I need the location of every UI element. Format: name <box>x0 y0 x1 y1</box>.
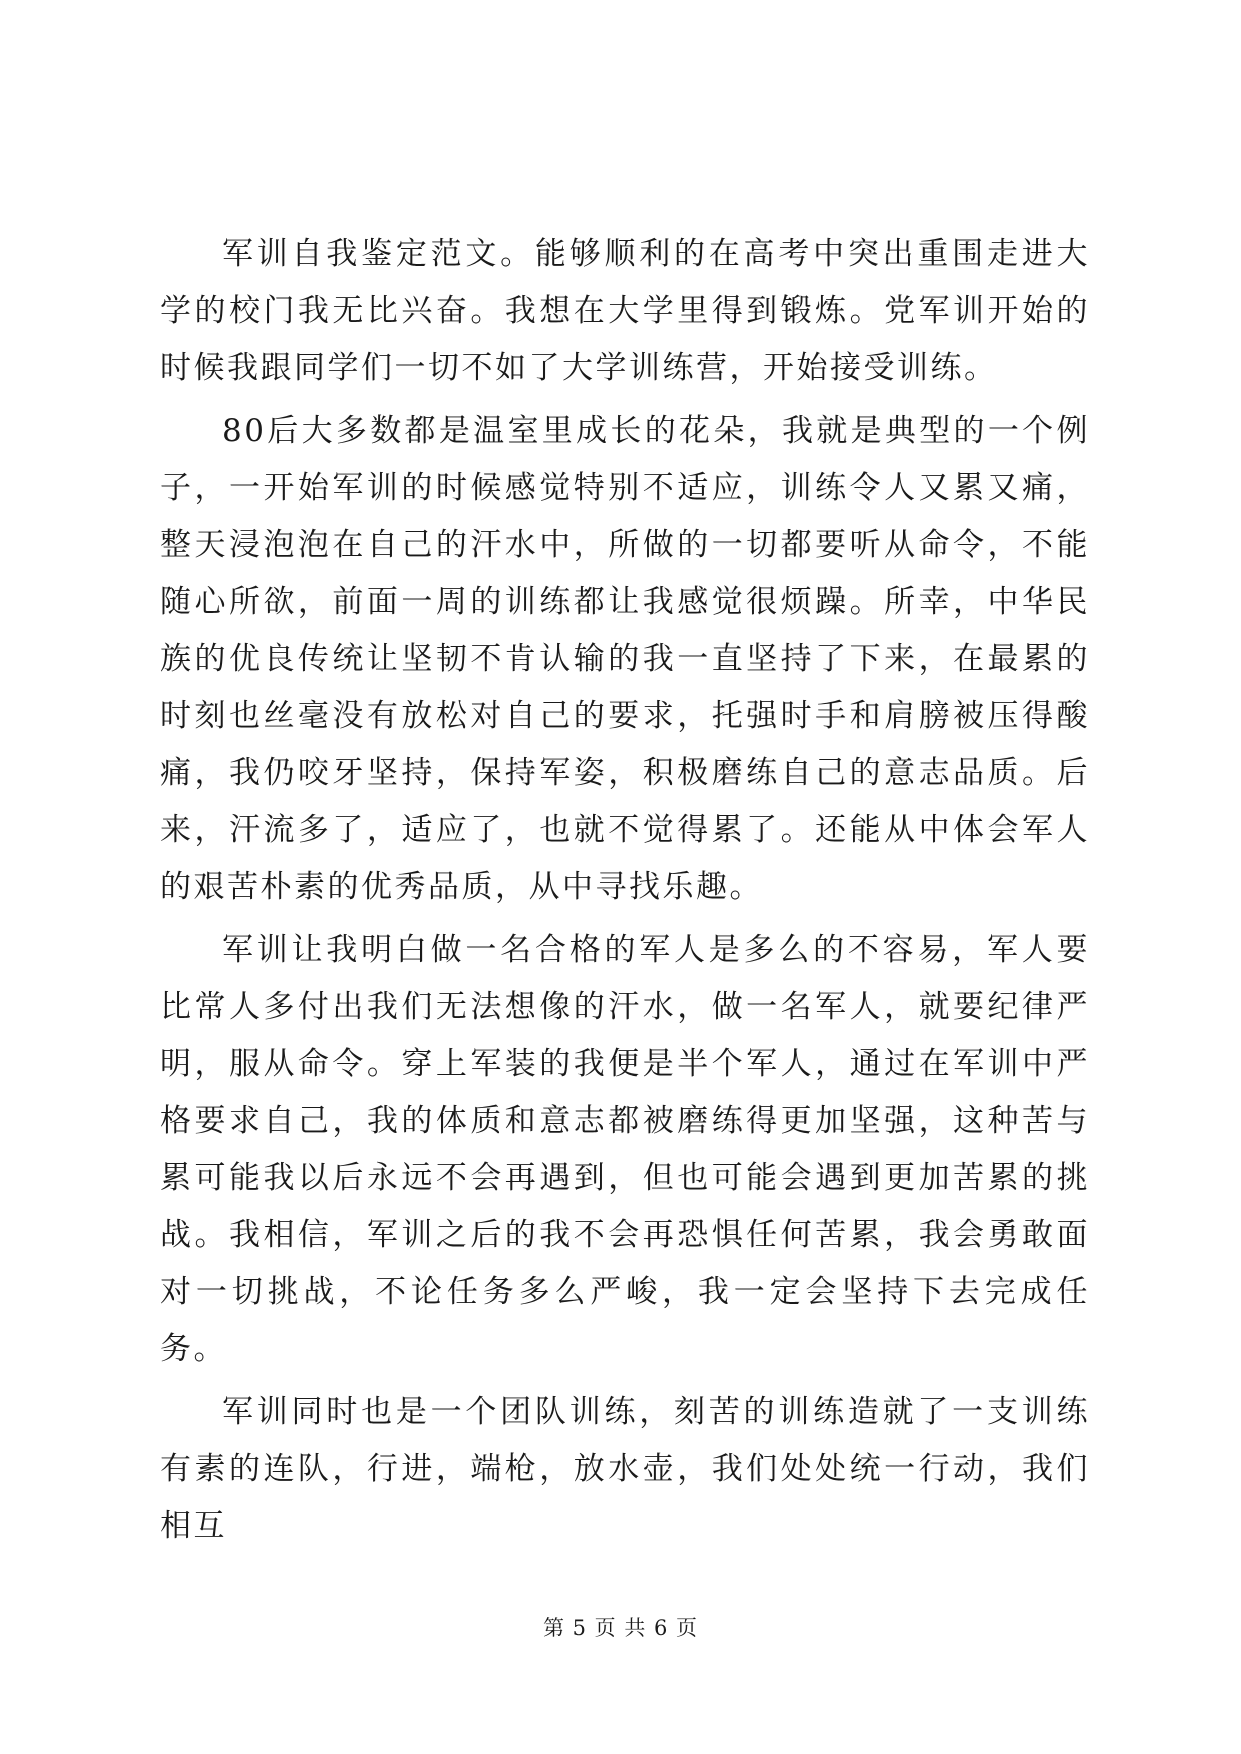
paragraph-2: 80后大多数都是温室里成长的花朵，我就是典型的一个例子，一开始军训的时候感觉特别不适应，训练令人又累又痛，整天浸泡泡在自己的汗水中，所做的一切都要听从命令，不能随心所欲，前面一周的训练都让我感觉很烦躁。所幸，中华民族的优良传统让坚韧不肯认输的我一直坚持了下来，在最累的时刻也丝毫没有放松对自己的要求，托强时手和肩膀被压得酸痛，我仍咬牙坚持，保持军姿，积极磨练自己的意志品质。后来，汗流多了，适应了，也就不觉得累了。还能从中体会军人的艰苦朴素的优秀品质，从中寻找乐趣。 <box>160 413 1090 905</box>
body-text <box>160 226 1090 1555</box>
paragraph-4: 军训同时也是一个团队训练，刻苦的训练造就了一支训练有素的连队，行进，端枪，放水壶，我们处处统一行动，我们相互 <box>160 1394 1090 1544</box>
paragraph-3: 军训让我明白做一名合格的军人是多么的不容易，军人要比常人多付出我们无法想像的汗水，做一名军人，就要纪律严明，服从命令。穿上军装的我便是半个军人，通过在军训中严格要求自己，我的体质和意志都被磨练得更加坚强，这种苦与累可能我以后永远不会再遇到，但也可能会遇到更加苦累的挑战。我相信，军训之后的我不会再恐惧任何苦累，我会勇敢面对一切挑战，不论任务多么严峻，我一定会坚持下去完成任务。 <box>160 932 1090 1367</box>
paragraph-1: 军训自我鉴定范文。能够顺利的在高考中突出重围走进大学的校门我无比兴奋。我想在大学里得到锻炼。党军训开始的时候我跟同学们一切不如了大学训练营，开始接受训练。 <box>160 236 1090 386</box>
page-number-footer: 第 5 页 共 6 页 <box>542 1616 699 1640</box>
